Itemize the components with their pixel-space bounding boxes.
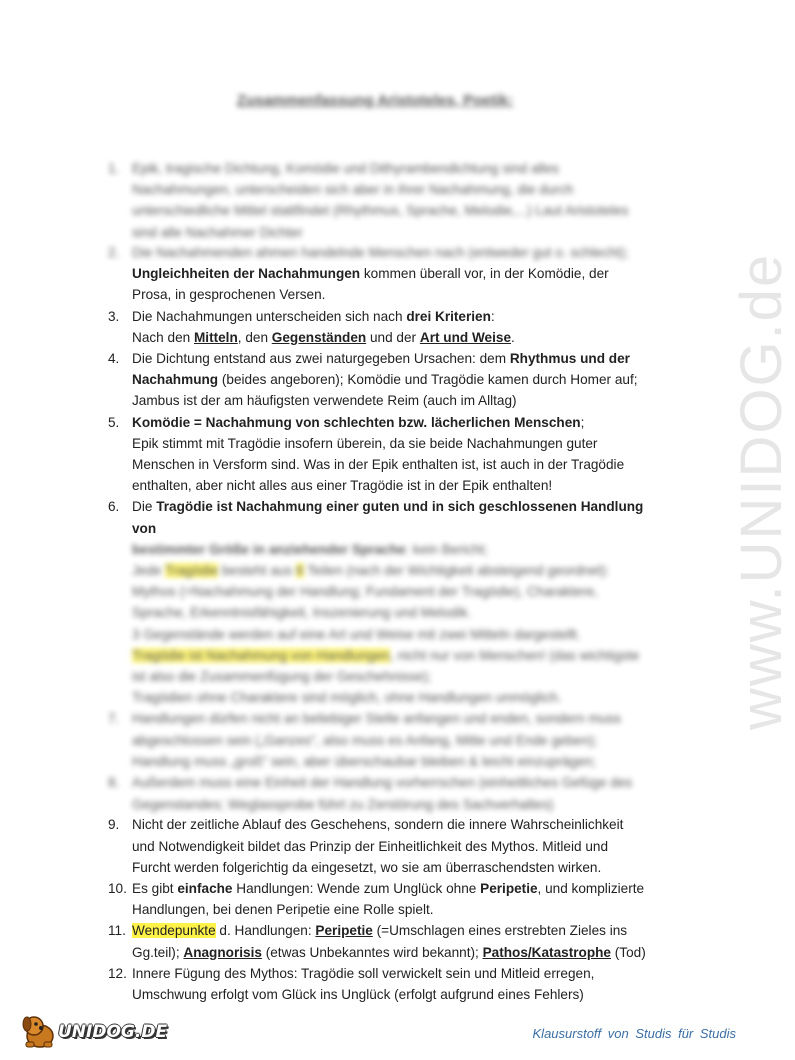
watermark-text: www.UNIDOG.de (729, 252, 794, 730)
highlight: Tragödie (165, 563, 219, 579)
item-number: 10. (108, 881, 127, 897)
item-text: Teilen (nach der Wichtigkeit absteigend geordnet): (303, 563, 610, 579)
item-text: Außerdem muss eine Einheit der Handlung vorherrschen (einheitliches Gefüge des Gegenstandes; Weglassprobe führt zu Zerstörung des Sachverhaltes) (132, 775, 633, 812)
list-item (108, 963, 648, 1005)
item-number: 8. (108, 775, 120, 791)
item-text: Handlungen dürfen nicht an beliebiger Stelle anfangen und enden, sondern muss abgeschlossen sein („Ganzes“, also muss es Anfang, Mitte und Ende geben); Handlung muss „groß“ sein, aber überschaubar bleiben & leicht einzuprägen; (132, 711, 621, 769)
term-anagnorisis: Anagnorisis (183, 944, 262, 960)
list-item (108, 496, 648, 708)
list-item (108, 920, 648, 962)
item-text: (etwas Unbekanntes wird bekannt); (261, 944, 483, 960)
item-text: Es gibt (132, 881, 178, 897)
item-number: 7. (108, 711, 120, 727)
item-text: (=Umschlagen eines erstrebten Zieles ins Gg.teil); (132, 923, 628, 960)
item-text: besteht aus (218, 563, 297, 579)
item-text: Die Dichtung entstand aus zwei naturgegeben Ursachen: dem (132, 351, 510, 367)
criterion-art-und-weise: Art und Weise (419, 329, 512, 345)
item-text: Die (132, 499, 157, 515)
item-text: und der (366, 329, 420, 345)
highlight: Tragödie ist Nachahmung von Handlungen (132, 647, 390, 663)
item-text: : (490, 308, 495, 324)
highlight: 6 (296, 563, 304, 579)
item-number: 4. (108, 351, 120, 367)
item-text: Epik stimmt mit Tragödie insofern überein, da sie beide Nachahmungen guter Menschen in Versform sind. Was in der Epik enthalten ist, ist auch in der Tragödie enthalten, aber nicht alles aus einer Tragödie ist in der Epik enthalten! (132, 435, 625, 494)
item-text: Die Nachahmungen unterscheiden sich nach (132, 308, 407, 324)
term-peripetie: Peripetie (315, 923, 373, 939)
list-item (108, 348, 648, 412)
list-item (108, 412, 648, 497)
item-text: d. Handlungen: (215, 923, 316, 939)
list-item (108, 772, 648, 814)
highlight: Wendepunkte (132, 923, 216, 939)
item-text: Epik, tragische Dichtung, Komödie und Dithyrambendichtung sind alles Nachahmungen, unterscheiden sich aber in ihrer Nachahmung, die durch unterschiedliche Mittel stattfindet (Rhythmus, Sprache, Melodie,...) Laut Aristoteles sind alle Nachahmer Dichter (132, 161, 629, 240)
item-number: 11. (108, 923, 126, 939)
item-text: Innere Fügung des Mythos: Tragödie soll verwickelt sein und Mitleid erregen, Umschwung erfolgt vom Glück ins Unglück (erfolgt aufgrund eines Fehlers) (132, 965, 595, 1003)
list-item (108, 306, 648, 348)
item-text: Nach den (132, 329, 194, 345)
logo[interactable] (20, 1012, 168, 1052)
list-item (108, 158, 648, 242)
term-pathos: Pathos/Katastrophe (482, 944, 611, 960)
item-number: 6. (108, 499, 120, 515)
item-text: Mythos (=Nachahmung der Handlung; Fundament der Tragödie), Charaktere, Sprache, Erkenntnisfähigkeit, Inszenierung und Melodik. (132, 584, 598, 621)
item-text-bold: Komödie = Nachahmung von schlechten bzw. lächerlichen Menschen (132, 414, 581, 430)
item-text: , und komplizierte Handlungen, bei denen Peripetie eine Rolle spielt. (132, 881, 645, 918)
item-text: (Tod) (611, 944, 646, 960)
list-item (108, 878, 648, 920)
item-text-bold: Rhythmus und der Nachahmung (132, 351, 630, 388)
item-text: ; (580, 414, 585, 430)
item-text: Jede (132, 563, 166, 579)
list-item (108, 708, 648, 772)
blurred-section (132, 539, 648, 709)
item-number: 5. (108, 414, 120, 430)
item-number: 1. (108, 161, 120, 176)
item-text: , nicht nur von Menschen! (das wichtigste ist also die Zusammenfügung der Geschehnisse); (132, 647, 640, 685)
logo-text: UNIDOG.DE (58, 1022, 168, 1042)
item-text: : kein Bericht; (405, 541, 488, 557)
list-item (108, 814, 648, 878)
item-text: , den (237, 329, 272, 345)
item-text-bold: einfache (177, 881, 233, 897)
item-text: (beides angeboren); Komödie und Tragödie kamen durch Homer auf; Jambus ist der am häufigsten verwendete Reim (auch im Alltag) (132, 372, 638, 409)
item-text-bold: Peripetie (480, 881, 538, 897)
criterion-mittel: Mitteln (193, 329, 238, 345)
watermark (670, 240, 794, 740)
item-number: 12. (108, 965, 127, 981)
item-number: 3. (108, 308, 120, 324)
item-text-bold: drei Kriterien (406, 308, 491, 324)
footer-slogan: Klausurstoff von Studis für Studis (532, 1026, 736, 1041)
item-text-bold: bestimmter Größe in anziehender Sprache (132, 541, 406, 557)
item-text: Handlungen: Wende zum Unglück ohne (232, 881, 481, 897)
item-text-blurred: Die Nachahmenden ahmen handelnde Menschen nach (entweder gut o. schlecht); (132, 245, 629, 260)
item-number: 9. (108, 817, 120, 833)
criterion-gegenstaende: Gegenständen (271, 329, 367, 345)
item-text-bold: Tragödie ist Nachahmung einer guten und in sich geschlossenen Handlung von (132, 499, 644, 536)
item-text-bold: Ungleichheiten der Nachahmungen (132, 266, 361, 282)
item-text: Tragödien ohne Charaktere sind möglich, ohne Handlungen unmöglich. (132, 690, 562, 706)
item-text: . (511, 329, 515, 345)
list-item (108, 242, 648, 306)
item-text: 3 Gegenstände werden auf eine Art und Weise mit zwei Mitteln dargestellt. (132, 626, 581, 642)
summary-list (108, 158, 648, 1005)
document-title: Zusammenfassung Aristoteles, Poetik: (236, 92, 514, 109)
dog-mascot-icon (20, 1012, 62, 1050)
item-number: 2. (108, 245, 120, 260)
item-text: Nicht der zeitliche Ablauf des Geschehens, sondern die innere Wahrscheinlichkeit und Notwendigkeit bildet das Prinzip der Einheitlichkeit des Mythos. Mitleid und Furcht werden folgerichtig da eingesetzt, wo sie am überraschendsten wirken. (132, 817, 624, 875)
item-text: kommen überall vor, in der Komödie, der Prosa, in gesprochenen Versen. (132, 266, 609, 303)
